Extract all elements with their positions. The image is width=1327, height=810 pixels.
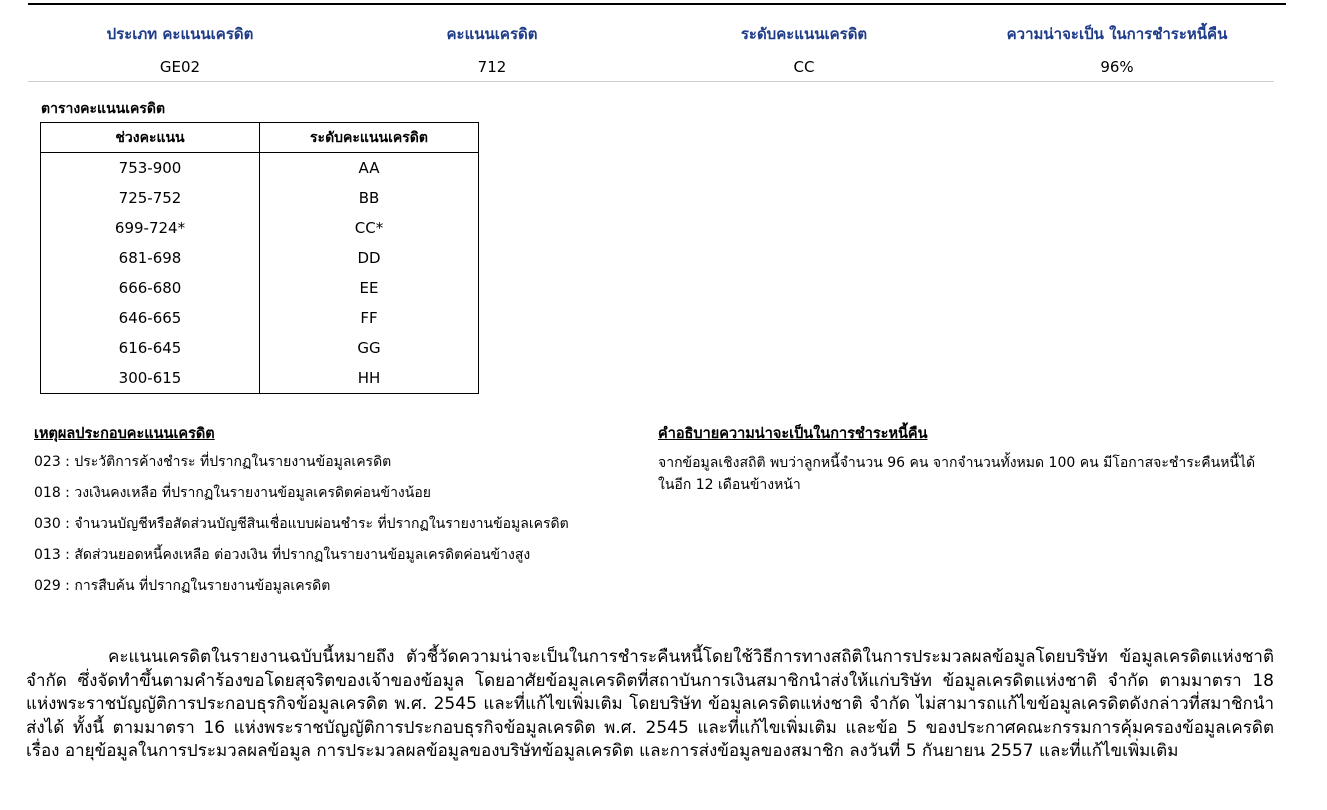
reasons-list — [34, 452, 624, 607]
score-grade-cell: GG — [260, 333, 479, 363]
score-range-cell: 646-665 — [41, 303, 260, 333]
table-row — [41, 183, 479, 213]
summary-header-type: ประเภท คะแนนเครดิต — [106, 25, 254, 43]
table-row — [41, 333, 479, 363]
summary-value-grade: CC — [793, 58, 815, 76]
score-grade-cell: DD — [260, 243, 479, 273]
table-row — [41, 273, 479, 303]
footer-disclaimer — [26, 646, 1274, 764]
column-header-grade: ระดับคะแนนเครดิต — [260, 123, 479, 153]
column-header-range: ช่วงคะแนน — [41, 123, 260, 153]
score-table-header-row — [41, 123, 479, 153]
probability-title: คำอธิบายความน่าจะเป็นในการชำระหนี้คืน — [658, 426, 928, 442]
reasons-title: เหตุผลประกอบคะแนนเครดิต — [34, 426, 215, 442]
list-item: 030 : จำนวนบัญชีหรือสัดส่วนบัญชีสินเชื่อแบบผ่อนชำระ ที่ปรากฏในรายงานข้อมูลเครดิต — [34, 516, 569, 532]
score-table-title: ตารางคะแนนเครดิต — [41, 101, 166, 117]
summary-divider — [28, 81, 1274, 82]
probability-description: จากข้อมูลเชิงสถิติ พบว่าลูกหนี้จำนวน 96 คน จากจำนวนทั้งหมด 100 คน มีโอกาสจะชำระคืนหนี้ได้ในอีก 12 เดือนข้างหน้า — [658, 455, 1256, 493]
summary-value-type: GE02 — [159, 58, 201, 76]
table-row — [41, 243, 479, 273]
score-table — [40, 122, 479, 394]
summary-header-probability: ความน่าจะเป็น ในการชำระหนี้คืน — [1006, 25, 1228, 43]
score-grade-cell: AA — [260, 153, 479, 184]
score-grade-cell: EE — [260, 273, 479, 303]
score-grade-cell: CC* — [260, 213, 479, 243]
score-range-cell: 616-645 — [41, 333, 260, 363]
list-item: 018 : วงเงินคงเหลือ ที่ปรากฏในรายงานข้อมูลเครดิตค่อนข้างน้อย — [34, 485, 431, 501]
score-grade-cell: BB — [260, 183, 479, 213]
summary-header-grade: ระดับคะแนนเครดิต — [740, 25, 868, 43]
score-range-cell: 300-615 — [41, 363, 260, 394]
list-item: 029 : การสืบค้น ที่ปรากฏในรายงานข้อมูลเครดิต — [34, 578, 331, 594]
summary-header-score: คะแนนเครดิต — [446, 25, 538, 43]
list-item: 013 : สัดส่วนยอดหนี้คงเหลือ ต่อวงเงิน ที่ปรากฏในรายงานข้อมูลเครดิตค่อนข้างสูง — [34, 547, 531, 563]
list-item: 023 : ประวัติการค้างชำระ ที่ปรากฏในรายงานข้อมูลเครดิต — [34, 454, 392, 470]
table-row — [41, 153, 479, 184]
score-grade-cell: HH — [260, 363, 479, 394]
summary-value-probability: 96% — [1100, 58, 1134, 76]
score-range-cell: 725-752 — [41, 183, 260, 213]
summary-value-score: 712 — [477, 58, 507, 76]
score-grade-cell: FF — [260, 303, 479, 333]
score-range-cell: 699-724* — [41, 213, 260, 243]
top-divider — [28, 3, 1286, 5]
table-row — [41, 213, 479, 243]
score-range-cell: 666-680 — [41, 273, 260, 303]
score-range-cell: 681-698 — [41, 243, 260, 273]
table-row — [41, 303, 479, 333]
table-row — [41, 363, 479, 394]
score-range-cell: 753-900 — [41, 153, 260, 184]
footer-text: คะแนนเครดิตในรายงานฉบับนี้หมายถึง ตัวชี้วัดความน่าจะเป็นในการชำระคืนหนี้โดยใช้วิธีการทางสถิติในการประมวลผลข้อมูลโดยบริษัท ข้อมูลเครดิตแห่งชาติ จำกัด ซึ่งจัดทำขึ้นตามคำร้องขอโดยสุจริตของเจ้าของข้อมูล โดยอาศัยข้อมูลเครดิตที่สถาบันการเงินสมาชิกนำส่งให้แก่บริษัท ข้อมูลเครดิตแห่งชาติ จำกัด ตามมาตรา 18 แห่งพระราชบัญญัติการประกอบธุรกิจข้อมูลเครดิต พ.ศ. 2545 และที่แก้ไขเพิ่มเติม โดยบริษัท ข้อมูลเครดิตแห่งชาติ จำกัด ไม่สามารถแก้ไขข้อมูลเครดิตดังกล่าวที่สมาชิกนำส่งได้ ทั้งนี้ ตามมาตรา 16 แห่งพระราชบัญญัติการประกอบธุรกิจข้อมูลเครดิต พ.ศ. 2545 และที่แก้ไขเพิ่มเติม และข้อ 5 ของประกาศคณะกรรมการคุ้มครองข้อมูลเครดิต เรื่อง อายุข้อมูลในการประมวลผลข้อมูล การประมวลผลข้อมูลของบริษัทข้อมูลเครดิต และการส่งข้อมูลของสมาชิก ลงวันที่ 5 กันยายน 2557 และที่แก้ไขเพิ่มเติม — [26, 647, 1274, 761]
